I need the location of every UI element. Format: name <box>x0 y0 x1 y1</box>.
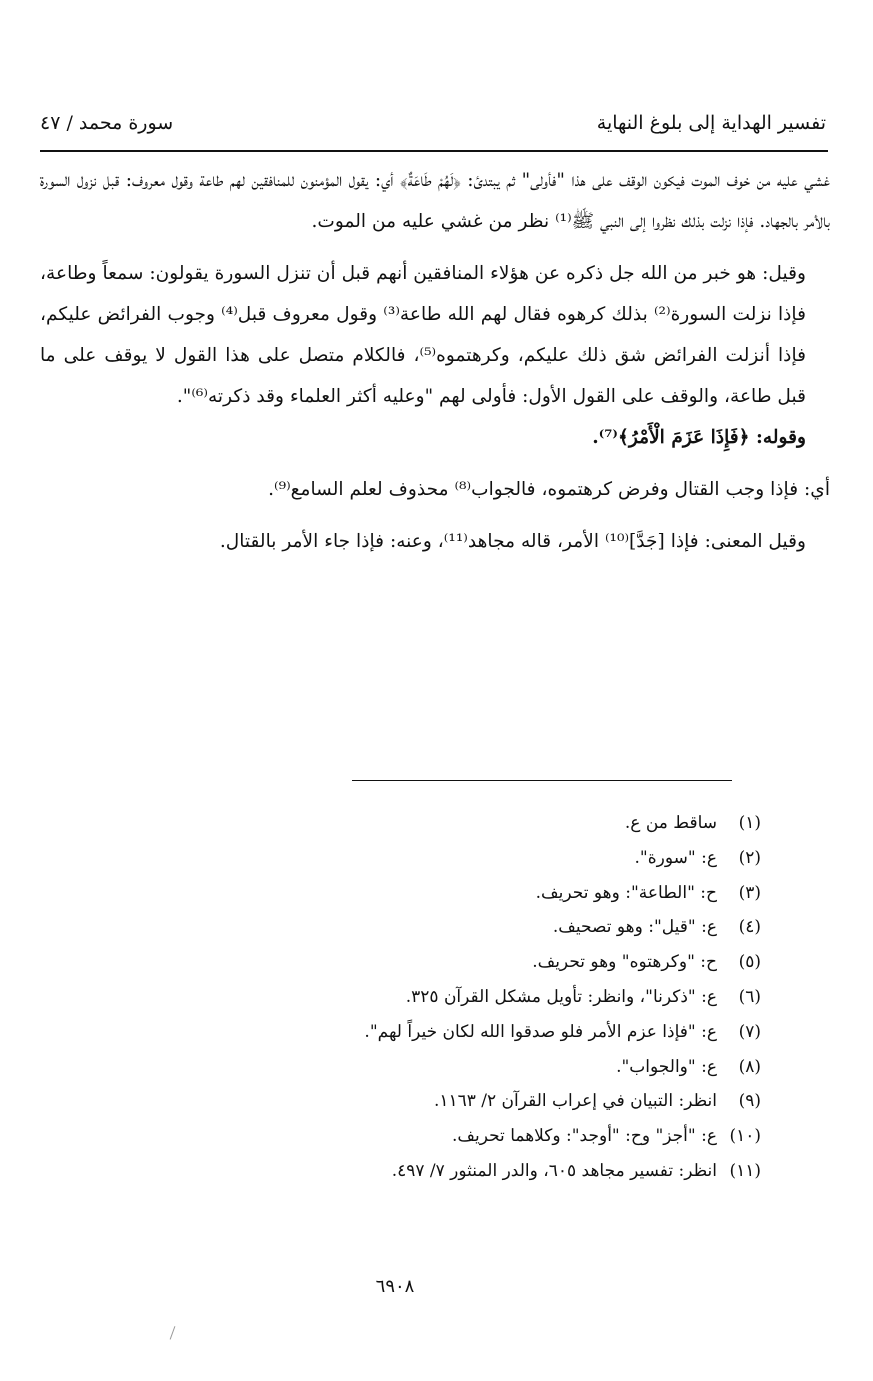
paragraph: غشي عليه من خوف الموت فيكون الوقف على هذا "فأولى" ثم يبتدئ: ﴿لَهُمْ طَاعَةٌ﴾ أي: يقول المؤمنون للمنافقين لهم طاعة وقول معروف: قبل نزول السورة بالأمر بالجهاد. فإذا نزلت بذلك نظروا إلى النبي ﷺ⁽¹⁾ نظر من غشي عليه من الموت. <box>40 170 830 232</box>
footnote-number: (٤) <box>738 917 761 938</box>
page-number: ٦٩٠٨ <box>375 1276 415 1297</box>
footnote <box>201 945 761 980</box>
footnote-text: ساقط من ع. <box>624 813 717 833</box>
footnote <box>201 1050 761 1085</box>
footnote-text: ح: "وكرهتوه" وهو تحريف. <box>532 952 717 973</box>
footnote-number: (٣) <box>738 882 761 903</box>
footnote-text: ح: "الطاعة": وهو تحريف. <box>535 882 717 903</box>
footnote-number: (٥) <box>738 952 761 973</box>
footnote <box>201 1154 761 1189</box>
running-header <box>40 112 826 142</box>
footnote <box>201 980 761 1015</box>
footnote-text: ع: "ذكرنا"، وانظر: تأويل مشكل القرآن ٣٢٥. <box>405 986 717 1007</box>
book-title: تفسير الهداية إلى بلوغ النهاية <box>596 112 826 134</box>
footnote-text: انظر: التبيان في إعراب القرآن ٢/ ١١٦٣. <box>433 1091 717 1112</box>
paragraph: وقوله: ﴿فَإِذَا عَزَمَ الْأَمْرُ﴾⁽⁷⁾. <box>592 427 806 448</box>
footnote <box>201 876 761 911</box>
footnote-number: (٩) <box>738 1091 761 1112</box>
footnote-text: انظر: تفسير مجاهد ٦٠٥، والدر المنثور ٧/ ٤٩٧. <box>391 1160 717 1181</box>
paragraph: أي: فإذا وجب القتال وفرض كرهتموه، فالجواب⁽⁸⁾ محذوف لعلم السامع⁽⁹⁾. <box>268 479 830 500</box>
footnote <box>201 841 761 876</box>
footnote-number: (٢) <box>738 847 761 868</box>
footnote-number: (٦) <box>738 986 761 1007</box>
footnote <box>201 1119 761 1154</box>
footnote <box>201 1084 761 1119</box>
footnote-number: (١) <box>738 813 761 833</box>
footnote-number: (١١) <box>729 1160 761 1181</box>
footnote <box>201 910 761 945</box>
footnote-separator <box>352 780 732 781</box>
footnotes <box>201 806 761 1189</box>
footnote-number: (١٠) <box>729 1126 761 1147</box>
footnote-text: ع: "سورة". <box>634 847 717 868</box>
pencil-mark <box>170 1326 177 1340</box>
paragraph: وقيل المعنى: فإذا [جَدَّ]⁽¹⁰⁾ الأمر، قاله مجاهد⁽¹¹⁾، وعنه: فإذا جاء الأمر بالقتال. <box>219 531 806 552</box>
main-text <box>40 160 830 562</box>
surah-page-label: سورة محمد / ٤٧ <box>40 112 174 134</box>
header-rule <box>40 150 828 152</box>
footnote-text: ع: "فإذا عزم الأمر فلو صدقوا الله لكان خيراً لهم". <box>364 1021 717 1042</box>
footnote-text: ع: "والجواب". <box>616 1056 717 1077</box>
paragraph: وقيل: هو خبر من الله جل ذكره عن هؤلاء المنافقين أنهم قبل أن تنزل السورة يقولون: سمعاً وطاعة، فإذا نزلت السورة⁽²⁾ بذلك كرهوه فقال لهم الله طاعة⁽³⁾ وقول معروف قبل⁽⁴⁾ وجوب الفرائض عليكم، فإذا أنزلت الفرائض شق ذلك عليكم، وكرهتموه⁽⁵⁾، فالكلام متصل على هذا القول لا يوقف على ما قبل طاعة، والوقف على القول الأول: فأولى لهم "وعليه أكثر العلماء وقد ذكرته⁽⁶⁾". <box>40 263 807 407</box>
footnote-text: ع: "أجز" وح: "أوجد": وكلاهما تحريف. <box>451 1126 717 1147</box>
footnote <box>201 806 761 841</box>
footnote-number: (٨) <box>738 1056 761 1077</box>
footnote <box>201 1015 761 1050</box>
footnote-text: ع: "قيل": وهو تصحيف. <box>552 917 717 938</box>
footnote-number: (٧) <box>738 1021 761 1042</box>
